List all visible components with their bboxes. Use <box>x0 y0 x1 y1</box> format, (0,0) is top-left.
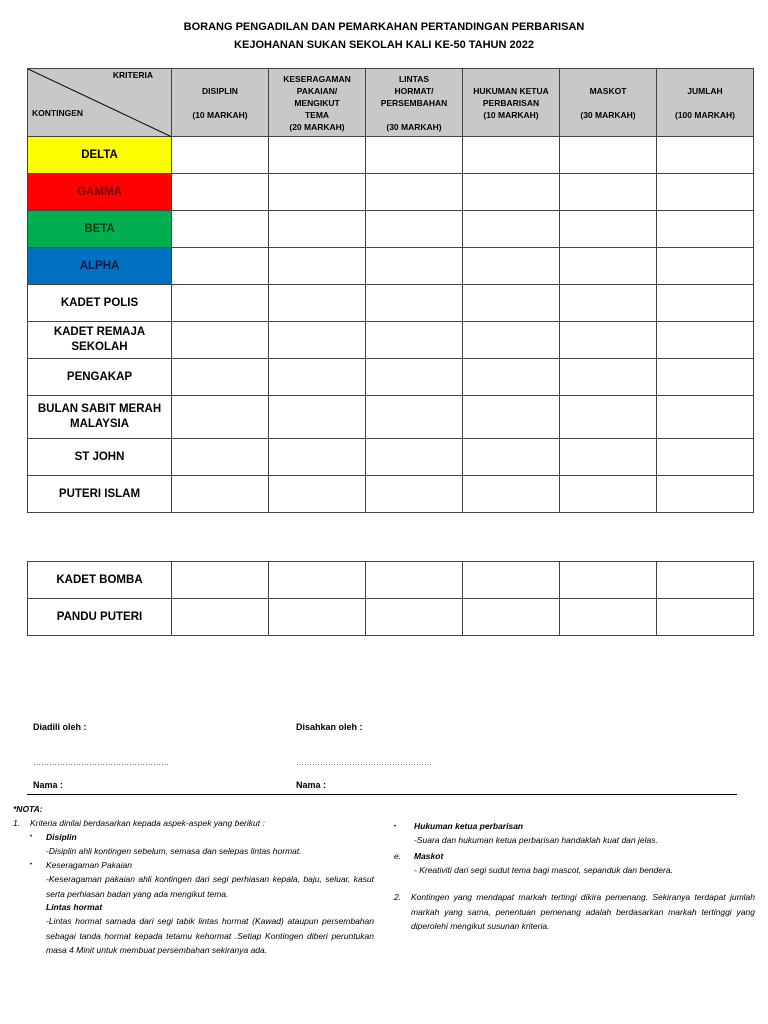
score-cell[interactable] <box>269 248 366 285</box>
score-cell[interactable] <box>560 137 657 174</box>
score-cell[interactable] <box>657 211 754 248</box>
score-cell[interactable] <box>463 439 560 476</box>
score-cell[interactable] <box>657 439 754 476</box>
score-cell[interactable] <box>463 137 560 174</box>
column-header-maskot: MASKOT (30 MARKAH) <box>560 69 657 137</box>
score-cell[interactable] <box>366 137 463 174</box>
score-cell[interactable] <box>657 562 754 599</box>
score-cell[interactable] <box>560 359 657 396</box>
score-cell[interactable] <box>366 439 463 476</box>
score-cell[interactable] <box>657 322 754 359</box>
criteria-maskot-title: Maskot <box>414 851 444 861</box>
score-cell[interactable] <box>269 322 366 359</box>
table-row <box>28 476 754 513</box>
score-cell[interactable] <box>366 359 463 396</box>
score-cell[interactable] <box>560 396 657 439</box>
contingent-name: BETA <box>28 211 172 248</box>
score-cell[interactable] <box>366 396 463 439</box>
table-row <box>28 285 754 322</box>
contingent-name: PANDU PUTERI <box>28 599 172 636</box>
criteria-maskot-text: - Kreativiti dari segi sudut tema bagi mascot, sepanduk dan bendera. <box>414 865 673 875</box>
score-cell[interactable] <box>463 476 560 513</box>
table-row <box>28 322 754 359</box>
score-cell[interactable] <box>560 476 657 513</box>
score-cell[interactable] <box>269 476 366 513</box>
approver-signature-line: …………………………………………… <box>296 758 432 767</box>
column-header-keseragaman: KESERAGAMAN PAKAIAN/ MENGIKUT TEMA (20 MARKAH) <box>269 69 366 137</box>
form-title: BORANG PENGADILAN DAN PEMARKAHAN PERTANDINGAN PERBARISAN <box>183 21 585 33</box>
criteria-hukuman-title: Hukuman ketua perbarisan <box>414 821 524 831</box>
score-cell[interactable] <box>463 359 560 396</box>
score-cell[interactable] <box>172 137 269 174</box>
scoring-table <box>27 68 754 513</box>
contingent-name: ST JOHN <box>28 439 172 476</box>
score-cell[interactable] <box>657 476 754 513</box>
score-cell[interactable] <box>366 599 463 636</box>
score-cell[interactable] <box>269 562 366 599</box>
score-cell[interactable] <box>463 211 560 248</box>
score-cell[interactable] <box>172 396 269 439</box>
criteria-lintas-title: Lintas hormat <box>46 902 103 912</box>
score-cell[interactable] <box>560 322 657 359</box>
score-cell[interactable] <box>172 211 269 248</box>
criteria-hukuman-text: -Suara dan hukuman ketua perbarisan handaklah kuat dan jelas. <box>414 835 658 845</box>
column-header-disiplin: DISIPLIN (10 MARKAH) <box>172 69 269 137</box>
form-subtitle: KEJOHANAN SUKAN SEKOLAH KALI KE-50 TAHUN 2022 <box>234 39 534 51</box>
bullet-b: • <box>30 862 33 868</box>
criteria-lintas-text: -Lintas hormat samada dari segi tabik lintas hormat (Kawad) ataupun persembahan sebagai tanda hormat kepada tetamu kehormat .Setiap Kontingen diberi peruntukan masa 4 Minit untuk membuat persembahan sekiranya ada. <box>46 916 374 955</box>
table-row <box>28 174 754 211</box>
table-row <box>28 439 754 476</box>
score-cell[interactable] <box>172 322 269 359</box>
scoring-table-extra <box>27 561 754 636</box>
score-cell[interactable] <box>560 248 657 285</box>
note-1-text: Kriteria dinilai berdasarkan kepada aspek-aspek yang berikut : <box>30 818 265 828</box>
notes-heading: *NOTA: <box>13 804 43 814</box>
score-cell[interactable] <box>172 248 269 285</box>
criteria-maskot-label: e. <box>394 851 402 861</box>
corner-criteria-label: KRITERIA <box>112 70 153 80</box>
score-cell[interactable] <box>463 599 560 636</box>
score-cell[interactable] <box>560 285 657 322</box>
contingent-name: KADET REMAJA SEKOLAH <box>28 322 172 359</box>
score-cell[interactable] <box>657 285 754 322</box>
judged-by-label: Diadili oleh : <box>33 722 87 732</box>
bullet-d: • <box>394 824 397 830</box>
contingent-name: KADET BOMBA <box>28 562 172 599</box>
table-row <box>28 599 754 636</box>
score-cell[interactable] <box>366 285 463 322</box>
score-cell[interactable] <box>269 211 366 248</box>
column-header-lintas-hormat: LINTAS HORMAT/ PERSEMBAHAN (30 MARKAH) <box>366 69 463 137</box>
score-cell[interactable] <box>560 174 657 211</box>
score-cell[interactable] <box>657 137 754 174</box>
corner-contingent-label: KONTINGEN <box>32 108 83 118</box>
score-cell[interactable] <box>172 562 269 599</box>
table-row <box>28 248 754 285</box>
contingent-name: ALPHA <box>28 248 172 285</box>
criteria-contingent-corner <box>28 69 172 137</box>
score-cell[interactable] <box>366 211 463 248</box>
note-2-text: Kontingen yang mendapat markah tertingi dikira pemenang. Sekiranya terdapat jumlah markah yang sama, penentuan pemenang adalah berdasarkan markah tertinggi yang diperolehi mengikut susunan kriteria. <box>411 892 755 931</box>
table-row <box>28 137 754 174</box>
criteria-keseragaman-title: Keseragaman Pakaian <box>46 860 133 870</box>
score-cell[interactable] <box>172 476 269 513</box>
score-cell[interactable] <box>560 439 657 476</box>
approver-name-label: Nama : <box>296 780 327 790</box>
score-cell[interactable] <box>560 211 657 248</box>
score-cell[interactable] <box>657 396 754 439</box>
bullet-a: • <box>30 834 33 840</box>
contingent-name: PENGAKAP <box>28 359 172 396</box>
table-row <box>28 359 754 396</box>
score-cell[interactable] <box>269 359 366 396</box>
score-cell[interactable] <box>366 322 463 359</box>
table-row <box>28 211 754 248</box>
judge-name-label: Nama : <box>33 780 64 790</box>
score-cell[interactable] <box>269 396 366 439</box>
score-cell[interactable] <box>560 599 657 636</box>
score-cell[interactable] <box>172 285 269 322</box>
contingent-name: DELTA <box>28 137 172 174</box>
judge-signature-line: …………………………………………… <box>33 758 169 767</box>
score-cell[interactable] <box>463 248 560 285</box>
score-cell[interactable] <box>269 285 366 322</box>
score-cell[interactable] <box>366 562 463 599</box>
note-2-number: 2. <box>394 892 402 902</box>
score-cell[interactable] <box>463 322 560 359</box>
score-cell[interactable] <box>172 174 269 211</box>
table-row <box>28 396 754 439</box>
score-cell[interactable] <box>657 599 754 636</box>
contingent-name: PUTERI ISLAM <box>28 476 172 513</box>
column-header-hukuman-ketua: HUKUMAN KETUA PERBARISAN (10 MARKAH) <box>463 69 560 137</box>
contingent-name: GAMMA <box>28 174 172 211</box>
score-cell[interactable] <box>463 174 560 211</box>
score-cell[interactable] <box>269 599 366 636</box>
table-header-row <box>28 69 754 137</box>
criteria-keseragaman-text: -Keseragaman pakaian ahli kontingen dari segi perhiasan kepala, baju, seluar, kasut serta perhiasan badan yang ada mengikut tema. <box>46 874 374 899</box>
score-cell[interactable] <box>463 285 560 322</box>
score-cell[interactable] <box>463 396 560 439</box>
score-cell[interactable] <box>269 174 366 211</box>
table-row <box>28 562 754 599</box>
score-cell[interactable] <box>172 439 269 476</box>
score-cell[interactable] <box>269 137 366 174</box>
note-1-number: 1. <box>13 818 21 828</box>
criteria-disiplin-text: -Disiplin ahli kontingen sebelum, semasa dan selepas lintas hormat. <box>46 846 302 856</box>
score-cell[interactable] <box>172 359 269 396</box>
contingent-name: BULAN SABIT MERAH MALAYSIA <box>28 396 172 439</box>
score-cell[interactable] <box>463 562 560 599</box>
score-cell[interactable] <box>657 174 754 211</box>
score-cell[interactable] <box>366 174 463 211</box>
approved-by-label: Disahkan oleh : <box>296 722 363 732</box>
score-cell[interactable] <box>560 562 657 599</box>
criteria-disiplin-title: Disiplin <box>46 832 77 842</box>
contingent-name: KADET POLIS <box>28 285 172 322</box>
score-cell[interactable] <box>366 248 463 285</box>
score-cell[interactable] <box>366 476 463 513</box>
score-cell[interactable] <box>172 599 269 636</box>
score-cell[interactable] <box>269 439 366 476</box>
signature-divider <box>27 794 737 795</box>
score-cell[interactable] <box>657 248 754 285</box>
score-cell[interactable] <box>657 359 754 396</box>
column-header-jumlah: JUMLAH (100 MARKAH) <box>657 69 754 137</box>
